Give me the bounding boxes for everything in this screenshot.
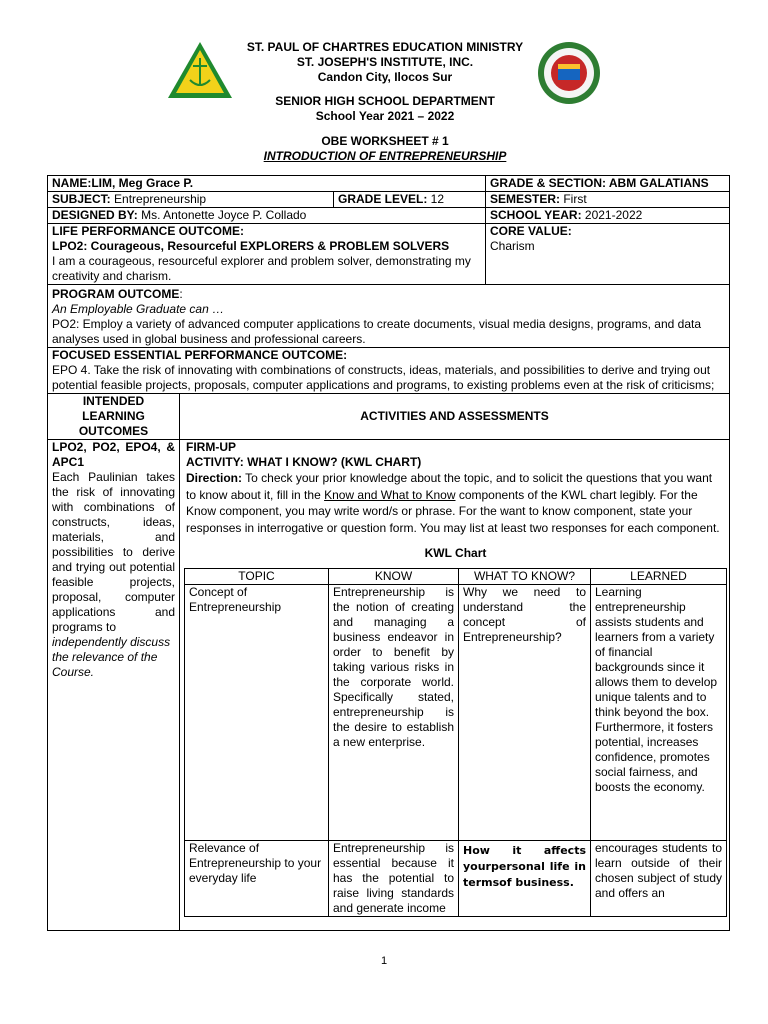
semester-label: SEMESTER: <box>490 192 561 206</box>
grade-level-label: GRADE LEVEL: <box>338 192 428 206</box>
semester-value: First <box>560 192 587 206</box>
kwl-header-what-to-know: WHAT TO KNOW? <box>459 569 591 585</box>
core-value-label: CORE VALUE: <box>490 224 572 238</box>
subject-label: SUBJECT: <box>52 192 111 206</box>
subject-field <box>48 192 334 208</box>
direction-label: Direction: <box>186 471 243 485</box>
lpo-text: I am a courageous, resourceful explorer and problem solver, demonstrating my creativity and charism. <box>52 254 471 283</box>
department-name: SENIOR HIGH SCHOOL DEPARTMENT <box>275 94 495 108</box>
school-year-field <box>486 208 730 224</box>
ilo-cell <box>48 440 180 931</box>
designed-by-value: Ms. Antonette Joyce P. Collado <box>137 208 307 222</box>
kwl-know-cell: Entrepreneurship is the notion of creating and managing a business endeavor in order to benefit by taking various risks in the corporate world. Specifically stated, entrepreneurship is the desire to establish a new enterprise. <box>329 585 459 841</box>
ilo-text: Each Paulinian takes the risk of innovating with combinations of constructs, ideas, materials, and possibilities to derive and trying out potential feasible projects, proposal, computer applications and programs to <box>52 470 175 634</box>
ilo-italic-text: independently discuss the relevance of the Course. <box>52 635 171 679</box>
kwl-topic-cell: Relevance of Entrepreneurship to your everyday life <box>185 841 329 917</box>
kwl-header-know: KNOW <box>329 569 459 585</box>
focused-outcome-text: EPO 4. Take the risk of innovating with combinations of constructs, ideas, materials, and possibilities to derive and trying out potential feasible projects, proposals, computer applications and programs, to existing problems even at the risk of criticisms; <box>52 363 715 392</box>
semester-field <box>486 192 730 208</box>
subject-value: Entrepreneurship <box>110 192 207 206</box>
page-number: 1 <box>380 955 388 967</box>
worksheet-title: INTRODUCTION OF ENTREPRENEURSHIP <box>263 149 507 163</box>
direction-post: components of the KWL chart legibly. For the Know component, you may write word/s or phrase. For the want to know component, state your responses in interrogative or question form. You may list at least two responses for each component. <box>186 487 720 535</box>
worksheet-number: OBE WORKSHEET # 1 <box>321 134 449 148</box>
kwl-know-cell: Entrepreneurship is essential because it has the potential to raise living standards and generate income <box>329 841 459 917</box>
activity-cell <box>180 440 730 931</box>
document-header <box>150 40 620 164</box>
kwl-learned-cell: Learning entrepreneurship assists students and learners from a variety of financial backgrounds since it allows them to develop unique talents and to think beyond the box. Furthermore, it fosters potential, increases confidence, promotes social fairness, and boosts the economy. <box>591 585 727 841</box>
kwl-chart <box>184 568 727 917</box>
program-outcome-heading: PROGRAM OUTCOME <box>52 287 180 301</box>
kwl-header-learned: LEARNED <box>591 569 727 585</box>
kwl-chart-title: KWL Chart <box>424 546 487 560</box>
lpo-heading: LIFE PERFORMANCE OUTCOME: <box>52 224 244 238</box>
activity-phase: FIRM-UP <box>186 440 236 454</box>
worksheet-table <box>47 175 730 931</box>
kwl-row <box>185 585 727 841</box>
designed-by-label: DESIGNED BY: <box>52 208 138 222</box>
designed-by-field <box>48 208 486 224</box>
kwl-row <box>185 841 727 917</box>
school-name: ST. JOSEPH'S INSTITUTE, INC. <box>296 55 474 69</box>
ilo-column-header: INTENDED LEARNING OUTCOMES <box>48 394 180 440</box>
program-outcome-text: PO2: Employ a variety of advanced computer applications to create documents, visual media designs, programs, and data analyses used in global business and professional careers. <box>52 317 702 346</box>
focused-outcome-heading: FOCUSED ESSENTIAL PERFORMANCE OUTCOME: <box>52 348 348 362</box>
activity-title: ACTIVITY: WHAT I KNOW? (KWL CHART) <box>186 455 422 469</box>
program-outcome <box>48 285 730 348</box>
direction-underline: Know and What to Know <box>324 487 456 502</box>
program-outcome-colon: : <box>179 287 183 301</box>
school-year-label: SCHOOL YEAR: <box>490 208 582 222</box>
school-year-heading: School Year 2021 – 2022 <box>315 109 455 123</box>
kwl-learned-cell: encourages students to learn outside of their chosen subject of study and offers an <box>591 841 727 917</box>
direction-pre: To check your prior knowledge about the topic, and to solicit the questions that you want to know about it, fill in the <box>186 471 713 502</box>
lpo-code: LPO2: Courageous, Resourceful EXPLORERS & PROBLEM SOLVERS <box>52 239 450 253</box>
kwl-header-topic: TOPIC <box>185 569 329 585</box>
school-year-value: 2021-2022 <box>581 208 643 222</box>
grade-level-field <box>334 192 486 208</box>
kwl-topic-cell: Concept of Entrepreneurship <box>185 585 329 841</box>
kwl-what-cell: Why we need to understand the concept of Entrepreneurship? <box>459 585 591 841</box>
school-location: Candon City, Ilocos Sur <box>317 70 453 84</box>
student-name: NAME:LIM, Meg Grace P. <box>48 176 486 192</box>
grade-level-value: 12 <box>427 192 445 206</box>
life-performance-outcome <box>48 224 486 285</box>
focused-outcome <box>48 348 730 394</box>
activities-column-header: ACTIVITIES AND ASSESSMENTS <box>180 394 730 440</box>
core-value-text: Charism <box>490 239 535 253</box>
ministry-name: ST. PAUL OF CHARTRES EDUCATION MINISTRY <box>246 40 524 54</box>
core-value <box>486 224 730 285</box>
grade-section: GRADE & SECTION: ABM GALATIANS <box>486 176 730 192</box>
kwl-what-cell: How it affects yourpersonal life in termsof business. <box>459 841 591 917</box>
activity-direction <box>186 470 725 536</box>
ilo-codes: LPO2, PO2, EPO4, & APC1 <box>52 440 175 469</box>
program-outcome-lead: An Employable Graduate can … <box>52 302 225 316</box>
